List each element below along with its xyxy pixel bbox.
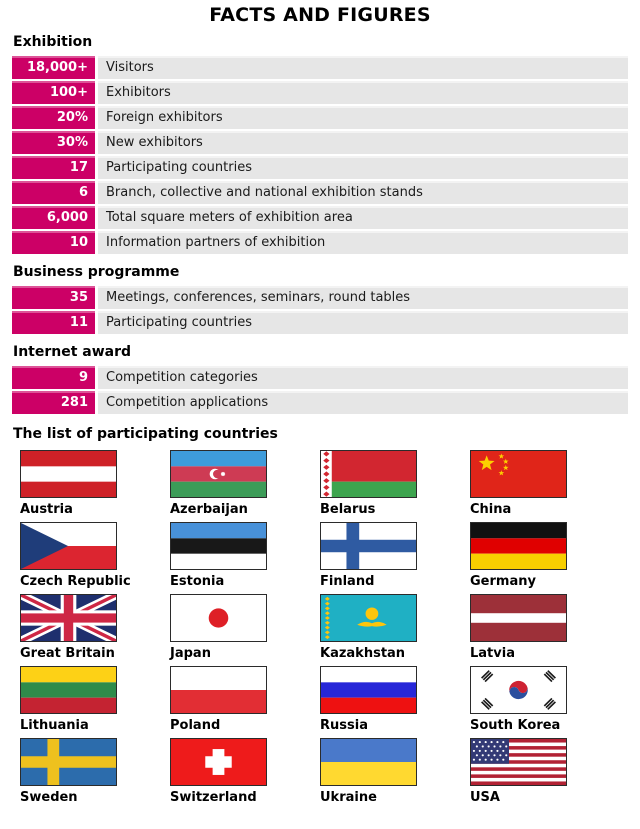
poland-flag-icon (170, 666, 267, 714)
country-cell (20, 738, 170, 805)
stats-sections (12, 34, 628, 414)
stat-label: Participating countries (98, 311, 628, 334)
country-cell (170, 450, 320, 517)
country-name: Lithuania (20, 718, 89, 733)
country-name: Azerbaijan (170, 502, 248, 517)
country-cell (170, 666, 320, 733)
country-name: Russia (320, 718, 368, 733)
austria-flag-icon (20, 450, 117, 498)
usa-flag-icon (470, 738, 567, 786)
stat-row (12, 206, 628, 229)
stat-label: Total square meters of exhibition area (98, 206, 628, 229)
stat-value: 35 (12, 286, 95, 309)
country-cell (470, 522, 620, 589)
stat-value: 10 (12, 231, 95, 254)
section-heading: Internet award (13, 344, 132, 360)
country-cell (20, 450, 170, 517)
country-name: Switzerland (170, 790, 257, 805)
country-name: Japan (170, 646, 211, 661)
japan-flag-icon (170, 594, 267, 642)
country-cell (470, 738, 620, 805)
country-cell (170, 594, 320, 661)
stat-value: 18,000+ (12, 56, 95, 79)
country-name: Ukraine (320, 790, 377, 805)
stat-label: Participating countries (98, 156, 628, 179)
country-name: Germany (470, 574, 536, 589)
stat-value: 20% (12, 106, 95, 129)
stat-label: Competition applications (98, 391, 628, 414)
section-heading: Business programme (13, 264, 180, 280)
stat-label: Visitors (98, 56, 628, 79)
stat-row (12, 106, 628, 129)
stat-value: 6,000 (12, 206, 95, 229)
stat-row (12, 181, 628, 204)
russia-flag-icon (320, 666, 417, 714)
stat-row (12, 311, 628, 334)
stat-value: 30% (12, 131, 95, 154)
country-name: Belarus (320, 502, 376, 517)
stat-value: 9 (12, 366, 95, 389)
stat-row (12, 156, 628, 179)
stat-row (12, 56, 628, 79)
belarus-flag-icon (320, 450, 417, 498)
country-cell (470, 450, 620, 517)
czech-republic-flag-icon (20, 522, 117, 570)
stat-row (12, 391, 628, 414)
country-cell (320, 522, 470, 589)
countries-grid (12, 450, 628, 810)
china-flag-icon (470, 450, 567, 498)
stat-label: Exhibitors (98, 81, 628, 104)
latvia-flag-icon (470, 594, 567, 642)
country-cell (320, 738, 470, 805)
stat-label: New exhibitors (98, 131, 628, 154)
stat-value: 281 (12, 391, 95, 414)
country-cell (170, 522, 320, 589)
stat-row (12, 286, 628, 309)
country-cell (20, 522, 170, 589)
stat-label: Foreign exhibitors (98, 106, 628, 129)
country-cell (320, 666, 470, 733)
country-name: USA (470, 790, 500, 805)
stats-section (12, 34, 628, 254)
country-cell (470, 666, 620, 733)
country-name: Austria (20, 502, 73, 517)
germany-flag-icon (470, 522, 567, 570)
country-cell (20, 594, 170, 661)
great-britain-flag-icon (20, 594, 117, 642)
country-name: Poland (170, 718, 221, 733)
stat-row (12, 81, 628, 104)
stat-row (12, 231, 628, 254)
lithuania-flag-icon (20, 666, 117, 714)
country-name: Latvia (470, 646, 515, 661)
azerbaijan-flag-icon (170, 450, 267, 498)
facts-page (0, 4, 640, 810)
stat-value: 6 (12, 181, 95, 204)
ukraine-flag-icon (320, 738, 417, 786)
stat-row (12, 131, 628, 154)
country-name: Finland (320, 574, 375, 589)
stat-value: 11 (12, 311, 95, 334)
country-name: Czech Republic (20, 574, 131, 589)
sweden-flag-icon (20, 738, 117, 786)
country-name: South Korea (470, 718, 561, 733)
section-heading: Exhibition (13, 34, 93, 50)
south-korea-flag-icon (470, 666, 567, 714)
page-title: FACTS AND FIGURES (209, 4, 431, 26)
stat-value: 100+ (12, 81, 95, 104)
country-cell (470, 594, 620, 661)
country-name: China (470, 502, 512, 517)
country-cell (320, 450, 470, 517)
country-cell (20, 666, 170, 733)
country-name: Sweden (20, 790, 78, 805)
stat-label: Information partners of exhibition (98, 231, 628, 254)
stats-section (12, 344, 628, 414)
country-name: Estonia (170, 574, 225, 589)
country-name: Kazakhstan (320, 646, 406, 661)
stat-label: Branch, collective and national exhibition stands (98, 181, 628, 204)
stat-value: 17 (12, 156, 95, 179)
switzerland-flag-icon (170, 738, 267, 786)
country-name: Great Britain (20, 646, 115, 661)
kazakhstan-flag-icon (320, 594, 417, 642)
finland-flag-icon (320, 522, 417, 570)
stat-label: Meetings, conferences, seminars, round tables (98, 286, 628, 309)
stat-row (12, 366, 628, 389)
stat-label: Competition categories (98, 366, 628, 389)
country-cell (320, 594, 470, 661)
stats-section (12, 264, 628, 334)
countries-heading: The list of participating countries (13, 426, 278, 442)
country-cell (170, 738, 320, 805)
estonia-flag-icon (170, 522, 267, 570)
